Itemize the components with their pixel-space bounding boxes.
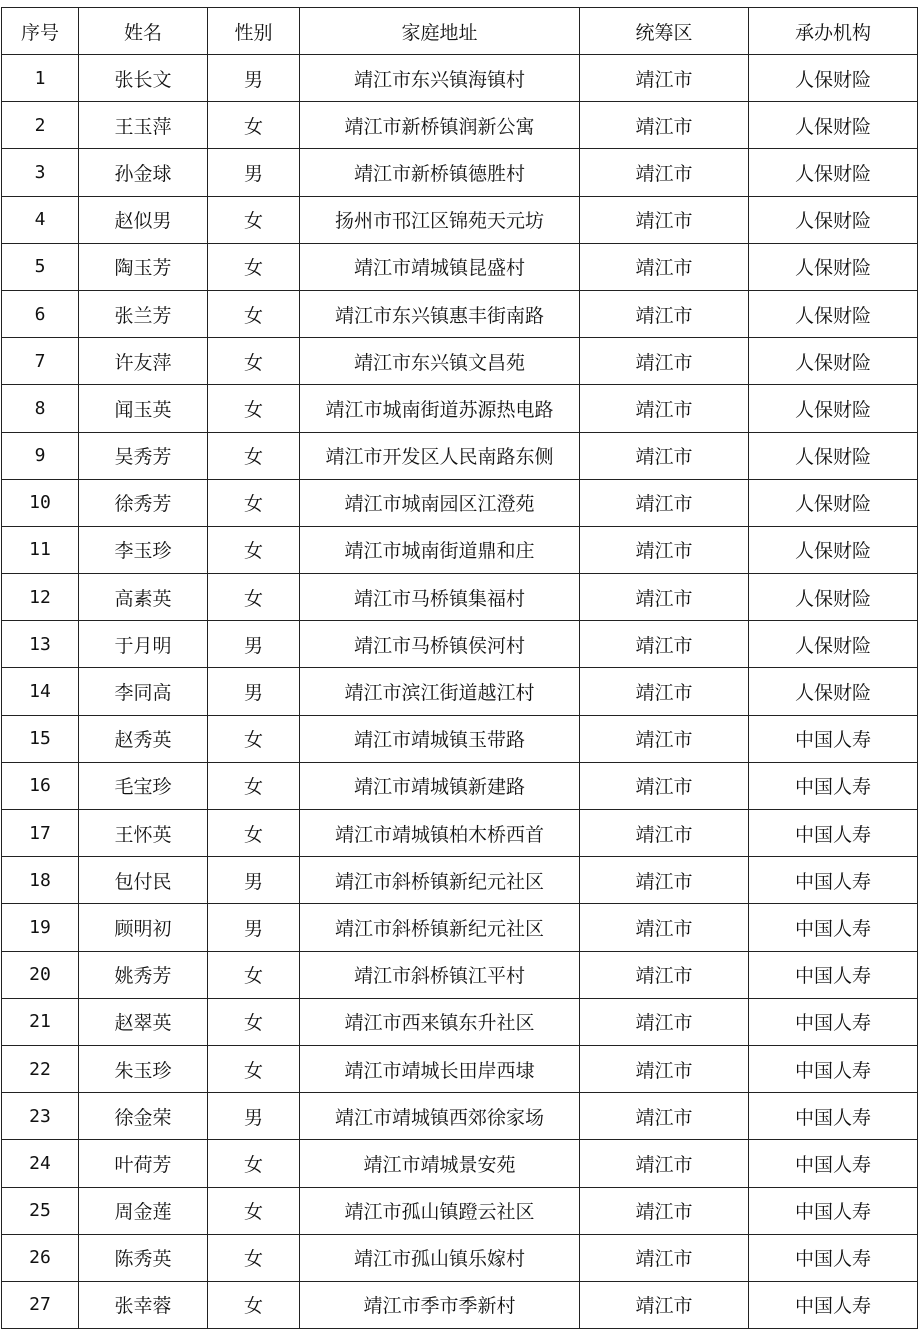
cell-index: 23: [2, 1093, 79, 1140]
table-row: [2, 385, 918, 432]
table-row: [2, 338, 918, 385]
cell-address: 靖江市马桥镇侯河村: [300, 621, 580, 668]
cell-district: 靖江市: [580, 479, 749, 526]
cell-institution: 中国人寿: [749, 1093, 918, 1140]
cell-district: 靖江市: [580, 338, 749, 385]
cell-index: 9: [2, 432, 79, 479]
cell-gender: 女: [208, 479, 300, 526]
cell-index: 25: [2, 1187, 79, 1234]
cell-institution: 人保财险: [749, 621, 918, 668]
table-row: [2, 998, 918, 1045]
table-row: [2, 904, 918, 951]
cell-address: 靖江市城南园区江澄苑: [300, 479, 580, 526]
cell-index: 15: [2, 715, 79, 762]
cell-district: 靖江市: [580, 526, 749, 573]
cell-institution: 中国人寿: [749, 762, 918, 809]
cell-institution: 中国人寿: [749, 810, 918, 857]
cell-gender: 女: [208, 998, 300, 1045]
cell-index: 13: [2, 621, 79, 668]
cell-index: 16: [2, 762, 79, 809]
cell-name: 姚秀芳: [79, 951, 208, 998]
cell-district: 靖江市: [580, 574, 749, 621]
table-row: [2, 526, 918, 573]
cell-address: 靖江市孤山镇乐嫁村: [300, 1234, 580, 1281]
cell-institution: 人保财险: [749, 668, 918, 715]
cell-district: 靖江市: [580, 621, 749, 668]
cell-district: 靖江市: [580, 55, 749, 102]
cell-gender: 女: [208, 715, 300, 762]
cell-gender: 男: [208, 55, 300, 102]
cell-gender: 男: [208, 149, 300, 196]
cell-index: 22: [2, 1045, 79, 1092]
cell-gender: 女: [208, 574, 300, 621]
cell-district: 靖江市: [580, 1093, 749, 1140]
cell-address: 靖江市斜桥镇新纪元社区: [300, 904, 580, 951]
cell-address: 靖江市靖城长田岸西埭: [300, 1045, 580, 1092]
cell-institution: 人保财险: [749, 526, 918, 573]
table-row: [2, 621, 918, 668]
cell-district: 靖江市: [580, 196, 749, 243]
table-row: [2, 951, 918, 998]
header-gender: 性别: [208, 8, 300, 55]
cell-institution: 中国人寿: [749, 1234, 918, 1281]
cell-gender: 女: [208, 243, 300, 290]
cell-name: 陈秀英: [79, 1234, 208, 1281]
cell-institution: 人保财险: [749, 290, 918, 337]
cell-name: 张长文: [79, 55, 208, 102]
cell-index: 8: [2, 385, 79, 432]
cell-name: 周金莲: [79, 1187, 208, 1234]
cell-name: 高素英: [79, 574, 208, 621]
cell-name: 顾明初: [79, 904, 208, 951]
cell-gender: 女: [208, 810, 300, 857]
cell-district: 靖江市: [580, 904, 749, 951]
cell-address: 靖江市新桥镇德胜村: [300, 149, 580, 196]
cell-name: 赵似男: [79, 196, 208, 243]
cell-index: 27: [2, 1281, 79, 1328]
cell-institution: 人保财险: [749, 574, 918, 621]
cell-index: 2: [2, 102, 79, 149]
cell-name: 李玉珍: [79, 526, 208, 573]
cell-address: 靖江市季市季新村: [300, 1281, 580, 1328]
cell-address: 靖江市滨江街道越江村: [300, 668, 580, 715]
table-row: [2, 668, 918, 715]
cell-district: 靖江市: [580, 1045, 749, 1092]
cell-address: 靖江市西来镇东升社区: [300, 998, 580, 1045]
cell-district: 靖江市: [580, 951, 749, 998]
cell-address: 靖江市开发区人民南路东侧: [300, 432, 580, 479]
cell-name: 许友萍: [79, 338, 208, 385]
cell-institution: 人保财险: [749, 479, 918, 526]
cell-institution: 中国人寿: [749, 1045, 918, 1092]
cell-name: 于月明: [79, 621, 208, 668]
cell-district: 靖江市: [580, 1187, 749, 1234]
table-row: [2, 432, 918, 479]
cell-index: 3: [2, 149, 79, 196]
cell-district: 靖江市: [580, 998, 749, 1045]
cell-gender: 女: [208, 385, 300, 432]
cell-name: 王玉萍: [79, 102, 208, 149]
cell-address: 扬州市邗江区锦苑天元坊: [300, 196, 580, 243]
cell-institution: 中国人寿: [749, 715, 918, 762]
cell-index: 20: [2, 951, 79, 998]
cell-district: 靖江市: [580, 857, 749, 904]
cell-name: 张幸蓉: [79, 1281, 208, 1328]
cell-index: 14: [2, 668, 79, 715]
cell-name: 孙金球: [79, 149, 208, 196]
cell-institution: 中国人寿: [749, 857, 918, 904]
cell-district: 靖江市: [580, 715, 749, 762]
cell-institution: 人保财险: [749, 243, 918, 290]
cell-gender: 女: [208, 432, 300, 479]
cell-district: 靖江市: [580, 1234, 749, 1281]
table-row: [2, 1045, 918, 1092]
table-row: [2, 102, 918, 149]
cell-index: 26: [2, 1234, 79, 1281]
table-row: [2, 1281, 918, 1328]
cell-gender: 女: [208, 338, 300, 385]
cell-name: 闻玉英: [79, 385, 208, 432]
table-row: [2, 149, 918, 196]
cell-name: 毛宝珍: [79, 762, 208, 809]
table-row: [2, 1187, 918, 1234]
cell-address: 靖江市靖城镇玉带路: [300, 715, 580, 762]
cell-gender: 女: [208, 290, 300, 337]
cell-gender: 男: [208, 621, 300, 668]
table-row: [2, 574, 918, 621]
cell-name: 徐金荣: [79, 1093, 208, 1140]
cell-institution: 人保财险: [749, 432, 918, 479]
table-row: [2, 479, 918, 526]
cell-institution: 人保财险: [749, 338, 918, 385]
cell-index: 19: [2, 904, 79, 951]
cell-address: 靖江市靖城景安苑: [300, 1140, 580, 1187]
cell-index: 11: [2, 526, 79, 573]
cell-address: 靖江市靖城镇新建路: [300, 762, 580, 809]
cell-institution: 中国人寿: [749, 1140, 918, 1187]
cell-index: 18: [2, 857, 79, 904]
table-body: [2, 55, 918, 1329]
table-row: [2, 762, 918, 809]
cell-institution: 中国人寿: [749, 998, 918, 1045]
table-row: [2, 857, 918, 904]
cell-address: 靖江市新桥镇润新公寓: [300, 102, 580, 149]
cell-name: 张兰芳: [79, 290, 208, 337]
cell-institution: 人保财险: [749, 102, 918, 149]
cell-district: 靖江市: [580, 1281, 749, 1328]
table-row: [2, 196, 918, 243]
cell-gender: 男: [208, 857, 300, 904]
table-header-row: [2, 8, 918, 55]
cell-index: 1: [2, 55, 79, 102]
cell-gender: 男: [208, 904, 300, 951]
cell-address: 靖江市靖城镇西郊徐家场: [300, 1093, 580, 1140]
cell-gender: 女: [208, 1045, 300, 1092]
cell-gender: 女: [208, 1140, 300, 1187]
cell-institution: 人保财险: [749, 385, 918, 432]
cell-index: 5: [2, 243, 79, 290]
roster-table: [1, 7, 918, 1329]
header-index: 序号: [2, 8, 79, 55]
cell-address: 靖江市孤山镇蹬云社区: [300, 1187, 580, 1234]
cell-district: 靖江市: [580, 385, 749, 432]
cell-gender: 女: [208, 951, 300, 998]
cell-district: 靖江市: [580, 668, 749, 715]
cell-name: 王怀英: [79, 810, 208, 857]
header-institution: 承办机构: [749, 8, 918, 55]
cell-gender: 女: [208, 762, 300, 809]
cell-address: 靖江市靖城镇柏木桥西首: [300, 810, 580, 857]
header-address: 家庭地址: [300, 8, 580, 55]
cell-gender: 男: [208, 668, 300, 715]
cell-gender: 女: [208, 1187, 300, 1234]
cell-name: 叶荷芳: [79, 1140, 208, 1187]
cell-address: 靖江市城南街道苏源热电路: [300, 385, 580, 432]
cell-index: 7: [2, 338, 79, 385]
cell-gender: 男: [208, 1093, 300, 1140]
cell-address: 靖江市东兴镇惠丰街南路: [300, 290, 580, 337]
cell-gender: 女: [208, 526, 300, 573]
cell-address: 靖江市斜桥镇江平村: [300, 951, 580, 998]
cell-gender: 女: [208, 102, 300, 149]
cell-name: 吴秀芳: [79, 432, 208, 479]
table-row: [2, 1140, 918, 1187]
cell-index: 17: [2, 810, 79, 857]
cell-index: 4: [2, 196, 79, 243]
cell-gender: 女: [208, 196, 300, 243]
header-name: 姓名: [79, 8, 208, 55]
cell-index: 6: [2, 290, 79, 337]
cell-name: 陶玉芳: [79, 243, 208, 290]
cell-address: 靖江市马桥镇集福村: [300, 574, 580, 621]
cell-district: 靖江市: [580, 432, 749, 479]
table-row: [2, 1093, 918, 1140]
cell-institution: 中国人寿: [749, 951, 918, 998]
cell-index: 24: [2, 1140, 79, 1187]
cell-name: 赵翠英: [79, 998, 208, 1045]
cell-institution: 人保财险: [749, 55, 918, 102]
cell-index: 10: [2, 479, 79, 526]
cell-address: 靖江市靖城镇昆盛村: [300, 243, 580, 290]
cell-district: 靖江市: [580, 762, 749, 809]
cell-gender: 女: [208, 1234, 300, 1281]
cell-institution: 中国人寿: [749, 1281, 918, 1328]
cell-name: 李同高: [79, 668, 208, 715]
cell-institution: 中国人寿: [749, 1187, 918, 1234]
cell-address: 靖江市东兴镇文昌苑: [300, 338, 580, 385]
cell-institution: 人保财险: [749, 196, 918, 243]
cell-name: 赵秀英: [79, 715, 208, 762]
cell-name: 朱玉珍: [79, 1045, 208, 1092]
table-row: [2, 55, 918, 102]
table-row: [2, 290, 918, 337]
cell-address: 靖江市城南街道鼎和庄: [300, 526, 580, 573]
cell-district: 靖江市: [580, 1140, 749, 1187]
table-row: [2, 715, 918, 762]
cell-address: 靖江市东兴镇海镇村: [300, 55, 580, 102]
header-district: 统筹区: [580, 8, 749, 55]
cell-name: 包付民: [79, 857, 208, 904]
table-row: [2, 810, 918, 857]
cell-institution: 中国人寿: [749, 904, 918, 951]
cell-index: 21: [2, 998, 79, 1045]
cell-institution: 人保财险: [749, 149, 918, 196]
cell-gender: 女: [208, 1281, 300, 1328]
cell-district: 靖江市: [580, 290, 749, 337]
table-row: [2, 243, 918, 290]
table-row: [2, 1234, 918, 1281]
cell-address: 靖江市斜桥镇新纪元社区: [300, 857, 580, 904]
cell-district: 靖江市: [580, 243, 749, 290]
cell-district: 靖江市: [580, 149, 749, 196]
cell-district: 靖江市: [580, 810, 749, 857]
cell-district: 靖江市: [580, 102, 749, 149]
cell-index: 12: [2, 574, 79, 621]
cell-name: 徐秀芳: [79, 479, 208, 526]
